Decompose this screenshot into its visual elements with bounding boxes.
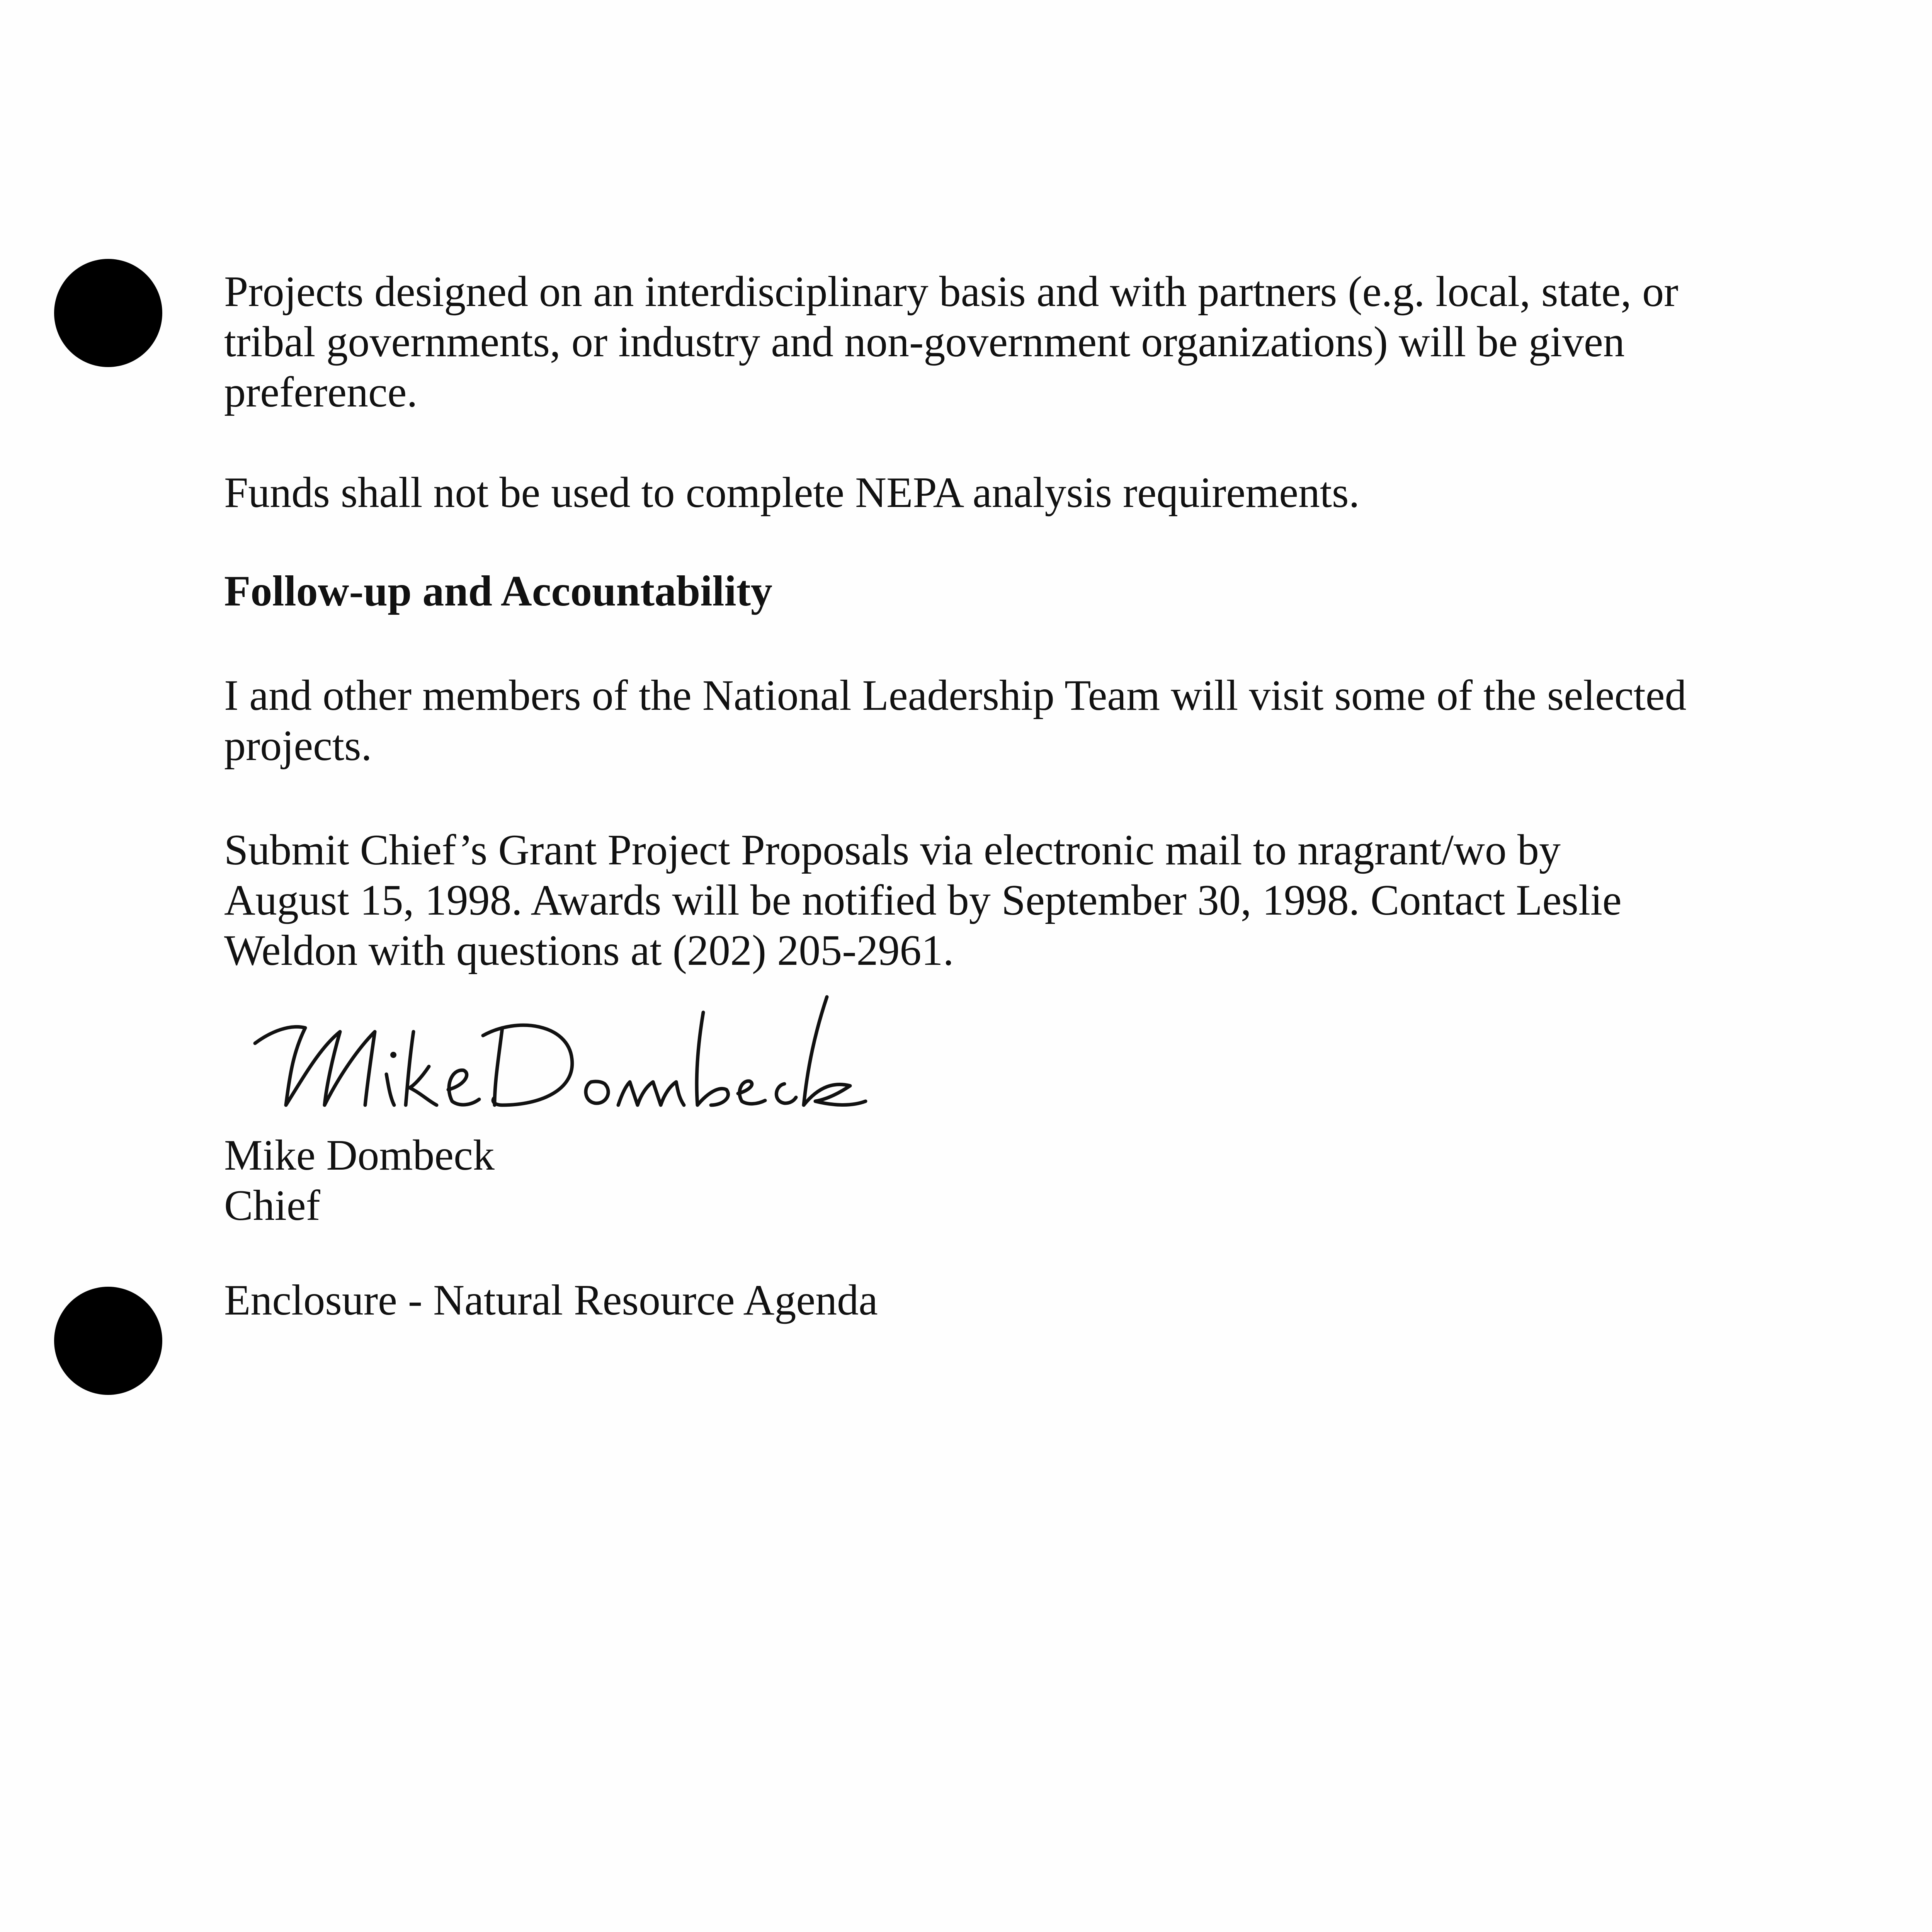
punch-hole-top xyxy=(54,259,162,367)
enclosure-line: Enclosure - Natural Resource Agenda xyxy=(224,1276,878,1324)
paragraph-partners: Projects designed on an interdisciplinary basis and with partners (e.g. local, state, or tribal governments, or industry and non-government organizations) will be given preference. xyxy=(224,268,1679,416)
heading-followup-accountability: Follow-up and Accountability xyxy=(224,567,772,615)
handwritten-signature xyxy=(247,989,873,1140)
punch-hole-middle xyxy=(54,1287,162,1395)
paragraph-submit-proposals: Submit Chief’s Grant Project Proposals via electronic mail to nragrant/wo by August 15, 1998. Awards will be notified by September 30, 1998. Contact Leslie Weldon with questions at (202) 205-2961. xyxy=(224,826,1622,975)
paragraph-nepa: Funds shall not be used to complete NEPA analysis requirements. xyxy=(224,469,1360,517)
paragraph-leadership-visit: I and other members of the National Leadership Team will visit some of the selected projects. xyxy=(224,672,1687,770)
signer-title: Chief xyxy=(224,1182,320,1230)
signer-name: Mike Dombeck xyxy=(224,1131,495,1179)
